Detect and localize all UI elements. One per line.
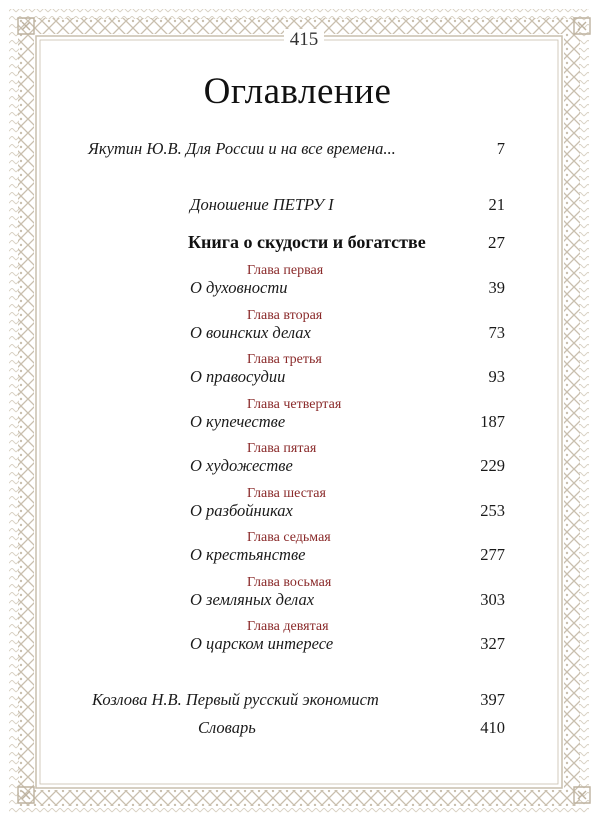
chapter-title: О духовности	[190, 278, 288, 297]
chapter-title: О царском интересе	[190, 634, 334, 653]
chapter-label: Глава третья	[247, 352, 322, 367]
chapter-page: 187	[480, 412, 505, 431]
toc-entry-intro: Якутин Ю.В. Для России и на все времена...	[88, 139, 396, 158]
chapter-label: Глава четвертая	[247, 397, 342, 412]
chapter-page: 327	[480, 634, 505, 653]
toc-page-report: 21	[488, 195, 505, 214]
chapter-label: Глава пятая	[247, 441, 317, 456]
toc-page-intro: 7	[496, 139, 505, 158]
toc-entry-afterword: Козлова Н.В. Первый русский экономист	[92, 690, 379, 709]
toc-page-glossary: 410	[480, 718, 505, 737]
chapter-title: О земляных делах	[190, 590, 315, 609]
chapter-page: 229	[480, 456, 505, 475]
chapter-title: О художестве	[190, 456, 293, 475]
toc-page-afterword: 397	[480, 690, 505, 709]
chapter-label: Глава седьмая	[247, 530, 331, 545]
page-number: 415	[0, 29, 608, 51]
chapter-label: Глава девятая	[247, 619, 329, 634]
chapter-page: 39	[488, 278, 505, 297]
chapter-label: Глава восьмая	[247, 575, 332, 590]
chapter-page: 253	[480, 501, 505, 520]
chapter-label: Глава первая	[247, 263, 324, 278]
toc-book-title: Книга о скудости и богатстве	[188, 232, 426, 252]
chapter-label: Глава вторая	[247, 308, 323, 323]
chapter-page: 73	[488, 323, 505, 342]
chapter-page: 277	[480, 545, 505, 564]
chapter-title: О разбойниках	[190, 501, 293, 520]
chapter-title: О крестьянстве	[190, 545, 306, 564]
page-title: Оглавление	[203, 71, 392, 112]
toc-entry-glossary: Словарь	[198, 718, 256, 737]
chapter-page: 93	[488, 367, 505, 386]
chapter-title: О правосудии	[190, 367, 286, 386]
chapter-label: Глава шестая	[247, 486, 326, 501]
toc-page-book: 27	[488, 233, 505, 252]
chapter-page: 303	[480, 590, 505, 609]
toc-entry-report: Доношение ПЕТРУ I	[190, 195, 334, 214]
chapter-title: О воинских делах	[190, 323, 311, 342]
chapter-title: О купечестве	[190, 412, 286, 431]
